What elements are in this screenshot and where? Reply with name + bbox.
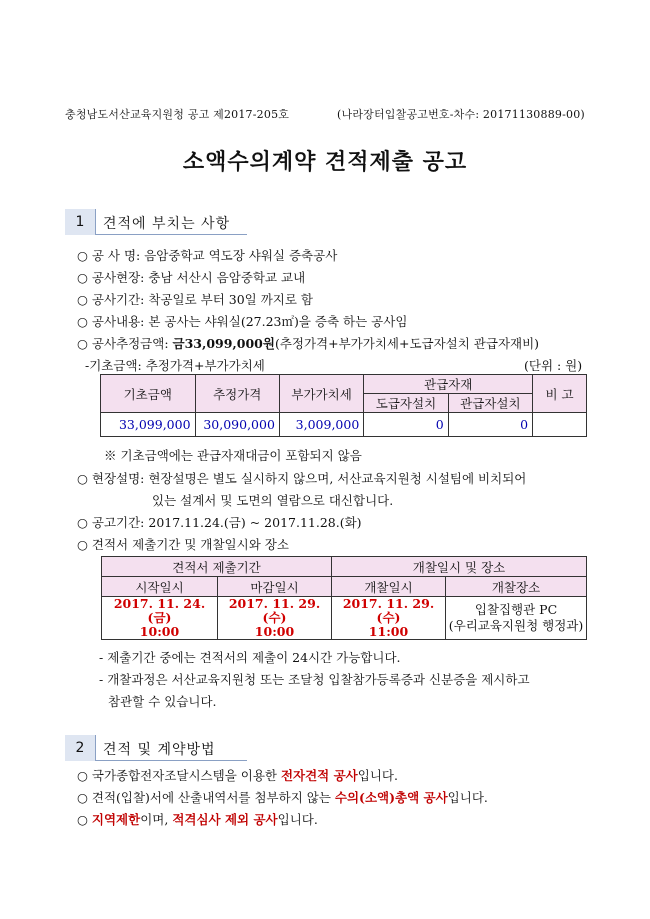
method-line-3: [77, 810, 318, 828]
text: 입니다.: [277, 812, 318, 827]
project-name: ○ 공 사 명: 음암중학교 역도장 샤워실 증축공사: [77, 248, 338, 263]
value-vat: 3,009,000: [279, 413, 363, 437]
emphasis: 지역제한: [91, 812, 141, 827]
text: 이며,: [140, 812, 173, 827]
value-remarks: [533, 413, 587, 437]
notice-number: 충청남도서산교육지원청 공고 제2017-205호: [65, 108, 290, 121]
header-govt-materials: 관급자재: [364, 375, 533, 394]
header-vat: 부가가치세: [279, 375, 363, 413]
base-amount-note: -기초금액: 추정가격+부가가치세: [85, 358, 265, 373]
procurement-number: (나라장터입찰공고번호-차수: 20171130889-00): [337, 108, 585, 121]
submission-title: ○ 견적서 제출기간 및 개찰일시와 장소: [77, 537, 289, 552]
section-number: 1: [65, 209, 96, 235]
header-remarks: 비 고: [533, 375, 587, 413]
header-start: 시작일시: [102, 577, 218, 597]
estimated-amount: [77, 334, 539, 352]
open-datetime: [332, 597, 446, 640]
header-end: 마감일시: [218, 577, 332, 597]
section-label: 견적 및 계약방법: [103, 742, 216, 758]
end-time: 10:00: [254, 624, 295, 639]
text: 입니다.: [447, 790, 488, 805]
open-place-line2: (우리교육지원청 행정과): [448, 618, 584, 633]
section-1-header: [65, 209, 247, 235]
open-place-line1: 입찰집행관 PC: [474, 602, 558, 617]
section-underline: [95, 760, 247, 761]
site-explanation-cont: 있는 설계서 및 도면의 열람으로 대신합니다.: [152, 493, 394, 508]
project-content: ○ 공사내용: 본 공사는 샤워실(27.23㎡)을 증축 하는 공사임: [77, 314, 408, 329]
start-datetime: [102, 597, 218, 640]
value-base-amount: 33,099,000: [101, 413, 196, 437]
project-period: ○ 공사기간: 착공일로 부터 30일 까지로 함: [77, 292, 313, 307]
start-time: 10:00: [139, 624, 180, 639]
amount-value: 금33,099,000원: [172, 336, 275, 351]
opening-note: - 개찰과정은 서산교육지원청 또는 조달청 입찰참가등록증과 신분증을 제시하고: [99, 672, 530, 687]
header-submission-period: 견적서 제출기간: [102, 557, 332, 577]
section-label: 견적에 부치는 사항: [103, 216, 231, 232]
open-place: [446, 597, 587, 640]
value-contractor-install: 0: [364, 413, 448, 437]
submission-note: - 제출기간 중에는 견적서의 제출이 24시간 가능합니다.: [99, 650, 401, 665]
value-estimated-price: 30,090,000: [195, 413, 279, 437]
header-open-date: 개찰일시: [332, 577, 446, 597]
amount-table: [100, 374, 587, 437]
subheader-govt-install: 관급자설치: [448, 394, 532, 413]
schedule-table: [101, 556, 587, 640]
amount-prefix: ○ 공사추정금액:: [77, 336, 173, 351]
page-title: 소액수의계약 견적제출 공고: [182, 150, 468, 175]
unit-label: (단위 : 원): [524, 358, 583, 373]
method-line-2: [77, 788, 488, 806]
open-date: 2017. 11. 29.(수): [342, 596, 435, 625]
materials-note: ※ 기초금액에는 관급자재대금이 포함되지 않음: [104, 448, 362, 463]
text: ○ 견적(입찰)서에 산출내역서를 첨부하지 않는: [77, 790, 335, 805]
section-number: 2: [65, 735, 96, 761]
header-estimated-price: 추정가격: [195, 375, 279, 413]
project-site: ○ 공사현장: 충남 서산시 음암중학교 교내: [77, 270, 306, 285]
method-line-1: [77, 766, 398, 784]
emphasis: 전자견적 공사: [280, 768, 358, 783]
text: 입니다.: [357, 768, 398, 783]
header-open-place: 개찰장소: [446, 577, 587, 597]
emphasis: 적격심사 제외 공사: [172, 812, 278, 827]
opening-note-cont: 참관할 수 있습니다.: [108, 694, 217, 709]
end-datetime: [218, 597, 332, 640]
end-date: 2017. 11. 29.(수): [228, 596, 321, 625]
amount-suffix: (추정가격+부가가치세+도급자설치 관급자재비): [274, 336, 540, 351]
site-explanation: ○ 현장설명: 현장설명은 별도 실시하지 않으며, 서산교육지원청 시설팀에 비치되어: [77, 471, 527, 486]
text: ○: [77, 812, 92, 827]
start-date: 2017. 11. 24.(금): [113, 596, 206, 625]
subheader-contractor-install: 도급자설치: [364, 394, 448, 413]
emphasis: 수의(소액)총액 공사: [334, 790, 448, 805]
open-time: 11:00: [368, 624, 409, 639]
text: ○ 국가종합전자조달시스템을 이용한: [77, 768, 281, 783]
header-opening: 개찰일시 및 장소: [332, 557, 587, 577]
section-underline: [95, 234, 247, 235]
value-govt-install: 0: [448, 413, 532, 437]
notice-period: ○ 공고기간: 2017.11.24.(금) ~ 2017.11.28.(화): [77, 515, 362, 530]
section-2-header: [65, 735, 247, 761]
header-base-amount: 기초금액: [101, 375, 196, 413]
